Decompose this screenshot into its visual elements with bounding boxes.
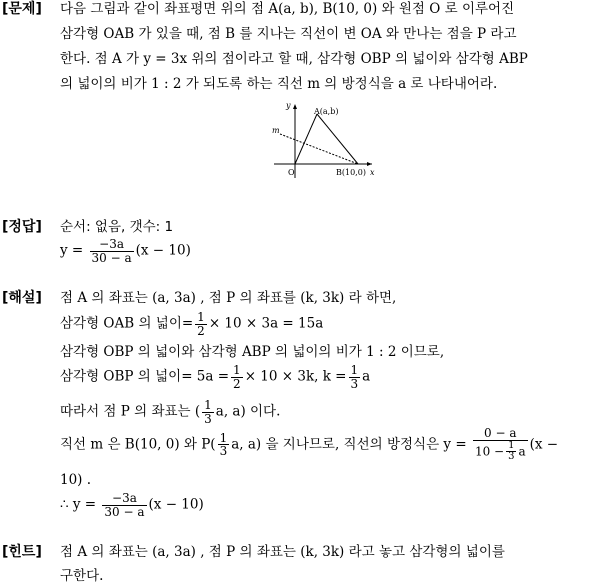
origin-label: O: [288, 168, 295, 177]
solution-line-5: [60, 399, 280, 425]
hint-tag: [힌트]: [2, 544, 42, 560]
problem-line-4: 의 넓이의 비가 1 : 2 가 되도록 하는 직선 m 의 방정식을 a 로 나타내어라.: [60, 76, 498, 92]
s4-denominator-2: 3: [350, 376, 359, 391]
hint-line-1: 점 A 의 좌표는 (a, 3a) , 점 P 의 좌표는 (k, 3k) 라고 놓고 삼각형의 넓이를: [60, 544, 505, 560]
solution-s4-b: × 10 × 3k, k =: [244, 368, 347, 385]
triangle-figure: [268, 98, 378, 180]
line-m-label: m: [272, 126, 280, 135]
x-axis-label: x: [370, 168, 375, 177]
solution-s6-a: 직선 m 은 B(10, 0) 와 P(: [60, 436, 216, 453]
solution-s5-a: 따라서 점 P 의 좌표는 (: [60, 403, 201, 420]
solution-s2-fraction: [195, 311, 207, 337]
problem-line-1: 다음 그림과 같이 좌표평면 위의 점 A(a, b), B(10, 0) 와 원점 O 로 이루어진: [60, 1, 515, 17]
answer-eq-lhs: y =: [60, 242, 84, 259]
s8-denominator: 30 − a: [104, 504, 145, 519]
solution-s4-fraction-2: [349, 364, 361, 390]
y-axis-label: y: [286, 101, 291, 110]
problem-tag: [문제]: [2, 1, 42, 17]
s4-denominator-1: 2: [233, 376, 241, 391]
s4-numerator-1: 1: [233, 363, 241, 377]
s2-denominator: 2: [197, 323, 205, 338]
solution-s6-c: (x −: [529, 436, 559, 453]
side-oa: [295, 114, 317, 164]
solution-s4-c: a: [362, 368, 371, 385]
s5-denominator: 3: [204, 411, 212, 426]
solution-s6-b: a, a) 을 지나므로, 직선의 방정식은 y =: [231, 436, 467, 453]
s6-numerator-1: 1: [219, 430, 228, 445]
s6-denominator-1: 3: [219, 444, 228, 459]
solution-line-4: [60, 364, 370, 390]
solution-line-1: 점 A 의 좌표는 (a, 3a) , 점 P 의 좌표를 (k, 3k) 라 하면,: [60, 290, 397, 306]
s6-den-a: 10 −: [474, 444, 505, 459]
solution-tag: [해설]: [2, 290, 42, 306]
solution-line-2: [60, 311, 323, 337]
y-axis-arrow: [293, 104, 297, 109]
solution-line-6: [60, 427, 558, 463]
s6-numerator-2: 0 − a: [473, 427, 528, 441]
s6-denominator-2: [473, 441, 528, 463]
x-axis-arrow: [367, 162, 372, 166]
answer-denominator: 30 − a: [91, 250, 132, 265]
solution-s2-a: 삼각형 OAB 의 넓이=: [60, 315, 194, 332]
answer-equation: [60, 238, 191, 264]
problem-line-2: 삼각형 OAB 가 있을 때, 점 B 를 지나는 직선이 변 OA 와 만나는 점을 P 라고: [60, 26, 517, 42]
s6-inner-denominator: 3: [508, 451, 515, 463]
solution-s5-fraction: [202, 399, 214, 425]
side-ab: [317, 114, 358, 164]
hint-line-2: 구한다.: [60, 568, 104, 584]
s4-numerator-2: 1: [350, 363, 359, 377]
solution-s6-fraction-1: [218, 432, 230, 458]
solution-line-7: 10) .: [60, 472, 92, 488]
solution-s8-a: ∴ y =: [60, 496, 97, 513]
s8-numerator: −3a: [102, 492, 146, 506]
s2-numerator: 1: [197, 310, 205, 324]
solution-s4-a: 삼각형 OBP 의 넓이= 5a =: [60, 368, 230, 385]
s6-inner-fraction: [506, 441, 516, 463]
solution-s4-fraction-1: [231, 364, 243, 390]
s6-inner-numerator: 1: [508, 439, 515, 451]
solution-s6-fraction-2: [473, 427, 528, 463]
answer-fraction: [90, 238, 134, 264]
point-a-label: A(a,b): [314, 107, 339, 116]
solution-line-8: [60, 492, 204, 518]
answer-eq-rhs: (x − 10): [135, 242, 191, 259]
solution-s2-b: × 10 × 3a = 15a: [208, 315, 324, 332]
solution-s5-b: a, a) 이다.: [215, 403, 281, 420]
answer-meta: 순서: 없음, 갯수: 1: [60, 219, 174, 235]
solution-s8-b: (x − 10): [148, 496, 204, 513]
answer-tag: [정답]: [2, 219, 42, 235]
point-b-label: B(10,0): [336, 168, 366, 177]
solution-s8-fraction: [102, 492, 146, 518]
s6-den-b: a: [518, 444, 526, 459]
solution-line-3: 삼각형 OBP 의 넓이와 삼각형 ABP 의 넓이의 비가 1 : 2 이므로,: [60, 344, 445, 360]
s5-numerator: 1: [204, 398, 212, 412]
problem-line-3: 한다. 점 A 가 y = 3x 위의 점이라고 할 때, 삼각형 OBP 의 넓이와 삼각형 ABP: [60, 51, 528, 67]
answer-numerator: −3a: [90, 238, 134, 252]
